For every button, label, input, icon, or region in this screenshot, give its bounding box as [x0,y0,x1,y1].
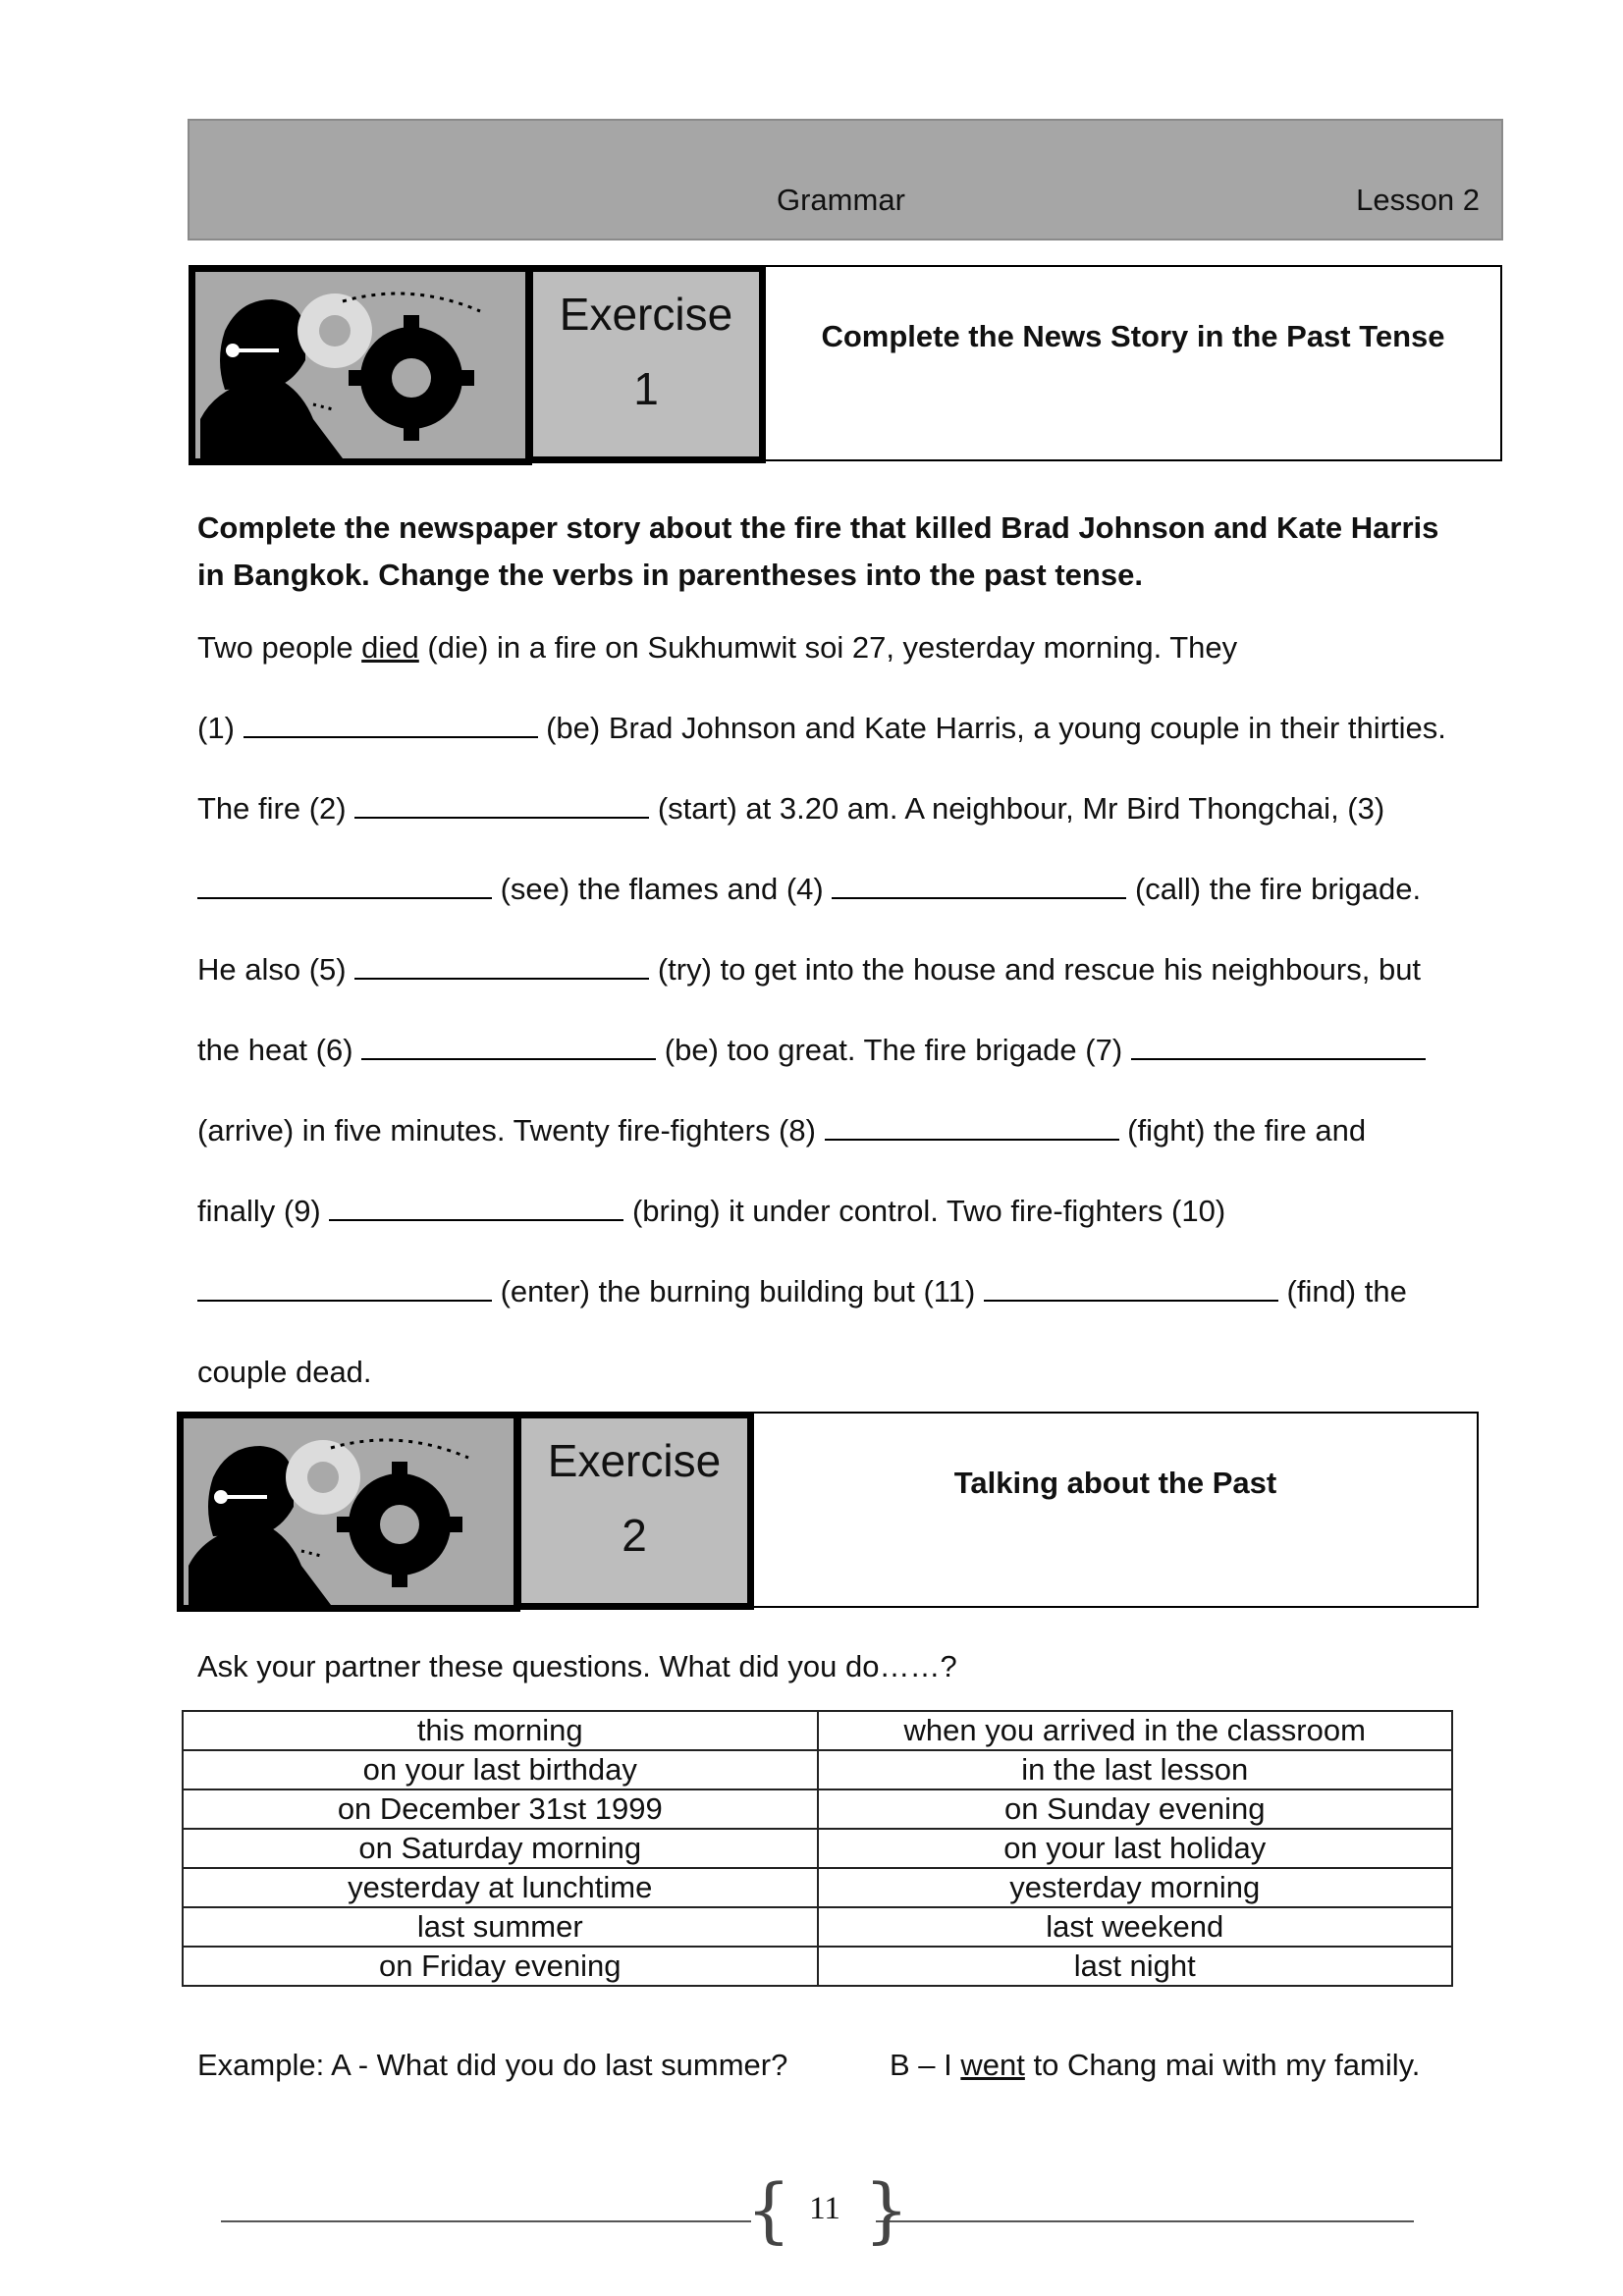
lesson-label: Lesson 2 [1356,183,1480,217]
answer-blank-5[interactable] [354,952,649,980]
answer-blank-7[interactable] [1131,1033,1426,1060]
exercise-1-number-box [526,265,766,463]
header-bar [188,119,1503,240]
story-line: (1) (be) Brad Johnson and Kate Harris, a young couple in their thirties. [197,711,1446,745]
story-line: (enter) the burning building but (11) (find) the [197,1274,1407,1309]
exercise-2-title: Talking about the Past [953,1466,1277,1500]
answer-blank-1[interactable] [243,711,538,738]
exercise-number: 1 [633,363,659,414]
table-row: on December 31st 1999 on Sunday evening [183,1789,1452,1829]
answer-blank-9[interactable] [329,1194,623,1221]
table-row: on Saturday morning on your last holiday [183,1829,1452,1868]
table-row: last summer last weekend [183,1907,1452,1947]
table-row: yesterday at lunchtime yesterday morning [183,1868,1452,1907]
subject-label: Grammar [777,183,905,217]
footer-rule-right [876,2220,1414,2222]
table-row: on your last birthday in the last lesson [183,1750,1452,1789]
person-gears-icon [177,1412,520,1612]
exercise-number: 2 [622,1510,647,1561]
time-expressions-table [182,1710,1453,1987]
exercise-2-instructions: Ask your partner these questions. What did you do……? [197,1649,957,1683]
story-line: (see) the flames and (4) (call) the fire brigade. [197,872,1421,907]
brace-right-glyph: } [864,2168,909,2251]
answer-blank-6[interactable] [361,1033,656,1060]
table-row: on Friday evening last night [183,1947,1452,1986]
story-line: finally (9) (bring) it under control. Two fire-fighters (10) [197,1194,1226,1228]
story-line: The fire (2) (start) at 3.20 am. A neighbour, Mr Bird Thongchai, (3) [197,791,1385,826]
person-gears-icon [189,265,532,465]
answer-blank-3[interactable] [197,872,492,899]
story-line: the heat (6) (be) too great. The fire brigade (7) [197,1033,1426,1068]
answer-blank-8[interactable] [825,1113,1119,1141]
answer-blank-10[interactable] [197,1274,492,1302]
answer-blank-2[interactable] [354,791,649,819]
exercise-label: Exercise [547,1435,722,1486]
exercise-label: Exercise [559,289,733,340]
table-row: this morning when you arrived in the classroom [183,1711,1452,1750]
answer-blank-4[interactable] [832,872,1126,899]
page-number: 11 [809,2191,840,2226]
exercise-2-number-box [514,1412,754,1610]
example-question: Example: A - What did you do last summer? [197,2048,788,2082]
story-line: (arrive) in five minutes. Twenty fire-fighters (8) (fight) the fire and [197,1113,1367,1148]
story-line: He also (5) (try) to get into the house and rescue his neighbours, but [197,952,1422,987]
exercise-1-instructions: Complete the newspaper story about the fire that killed Brad Johnson and Kate Harris in Bangkok. Change the verbs in parentheses into the past tense. [197,510,1439,592]
answer-blank-11[interactable] [984,1274,1278,1302]
story-line: couple dead. [197,1355,372,1389]
exercise-1-title: Complete the News Story in the Past Tense [821,319,1445,353]
exercise-1-title-box [764,265,1502,461]
exercise-2-title-box [752,1412,1479,1608]
brace-left-glyph: { [746,2168,791,2251]
footer-rule-left [221,2220,751,2222]
example-answer: B – I went to Chang mai with my family. [890,2048,1421,2082]
story-line: Two people died (die) in a fire on Sukhumwit soi 27, yesterday morning. They [197,630,1238,665]
